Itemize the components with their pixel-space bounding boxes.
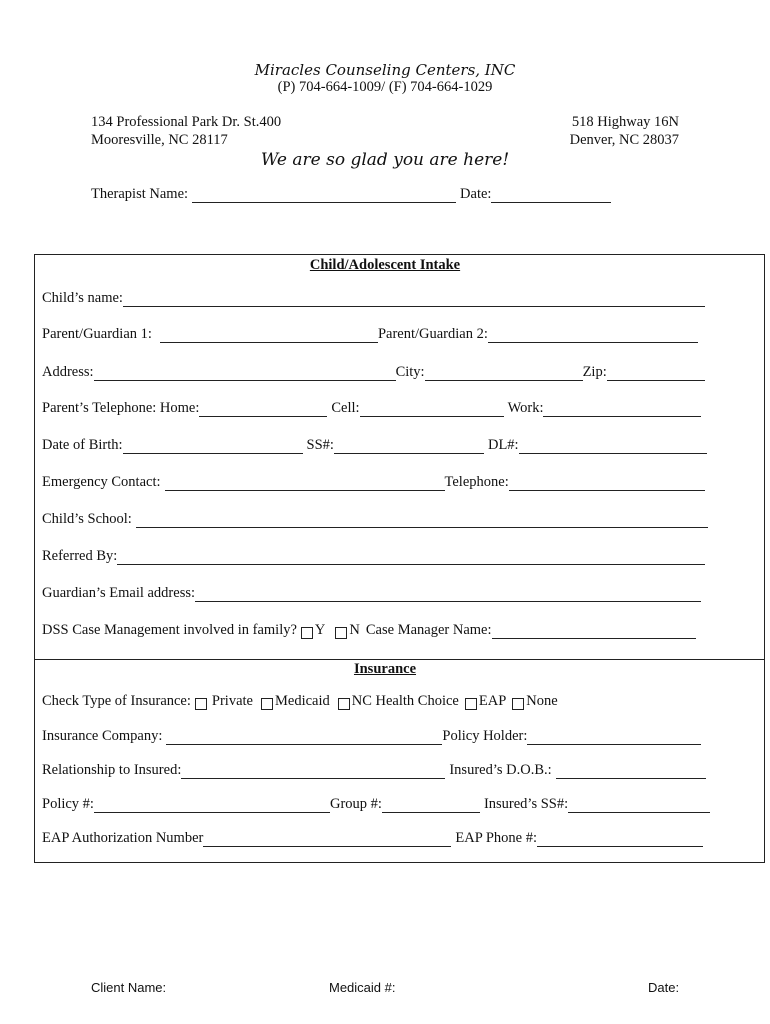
intake-title: Child/Adolescent Intake xyxy=(309,257,461,273)
insurance-company-label: Insurance Company: xyxy=(42,728,163,744)
parent1-label: Parent/Guardian 1: xyxy=(42,326,152,342)
school-field[interactable] xyxy=(136,513,708,528)
home-phone-label: Parent’s Telephone: Home: xyxy=(42,400,200,416)
eap-auth-label: EAP Authorization Number xyxy=(42,830,204,846)
none-checkbox[interactable] xyxy=(512,698,524,710)
footer-client-name: Client Name: xyxy=(91,980,167,995)
therapist-name-field[interactable] xyxy=(192,188,456,203)
footer-medicaid: Medicaid #: xyxy=(329,980,396,995)
childs-name-label: Child’s name: xyxy=(42,290,123,306)
address-left-line2: Mooresville, NC 28117 xyxy=(91,132,228,148)
insurance-company-field[interactable] xyxy=(166,730,442,745)
insured-dob-field[interactable] xyxy=(556,764,706,779)
dss-row xyxy=(42,622,696,639)
group-field[interactable] xyxy=(382,798,480,813)
work-label: Work: xyxy=(507,400,544,416)
email-row xyxy=(42,585,701,602)
parent-row xyxy=(42,326,698,343)
eap-auth-field[interactable] xyxy=(203,832,451,847)
emergency-phone-label: Telephone: xyxy=(444,474,509,490)
insured-ss-field[interactable] xyxy=(568,798,710,813)
childs-name-field[interactable] xyxy=(123,292,705,307)
private-checkbox[interactable] xyxy=(195,698,207,710)
address-row xyxy=(42,364,705,381)
email-label: Guardian’s Email address: xyxy=(42,585,196,601)
eap-label: EAP xyxy=(478,693,507,709)
referred-label: Referred By: xyxy=(42,548,118,564)
emergency-row xyxy=(42,474,705,491)
case-manager-label: Case Manager Name: xyxy=(365,622,492,638)
eap-phone-field[interactable] xyxy=(537,832,703,847)
group-label: Group #: xyxy=(329,796,382,812)
dl-field[interactable] xyxy=(519,439,707,454)
date-label: Date: xyxy=(460,186,492,202)
eap-phone-label: EAP Phone #: xyxy=(455,830,537,846)
policy-field[interactable] xyxy=(94,798,330,813)
dss-no-checkbox[interactable] xyxy=(335,627,347,639)
dss-label: DSS Case Management involved in family? xyxy=(42,622,297,638)
school-label: Child’s School: xyxy=(42,511,132,527)
dss-no-label: N xyxy=(349,622,360,638)
emergency-phone-field[interactable] xyxy=(509,476,705,491)
medicaid-checkbox[interactable] xyxy=(261,698,273,710)
cell-field[interactable] xyxy=(360,402,504,417)
phone-numbers: (P) 704-664-1009/ (F) 704-664-1029 xyxy=(277,79,493,95)
insured-ss-label: Insured’s SS#: xyxy=(483,796,569,812)
address-label: Address: xyxy=(42,364,94,380)
address-field[interactable] xyxy=(94,366,396,381)
parent1-field[interactable] xyxy=(160,328,378,343)
ss-field[interactable] xyxy=(334,439,484,454)
ss-label: SS#: xyxy=(306,437,334,453)
relationship-label: Relationship to Insured: xyxy=(42,762,182,778)
zip-label: Zip: xyxy=(582,364,607,380)
home-phone-field[interactable] xyxy=(199,402,327,417)
org-name: Miracles Counseling Centers, INC xyxy=(254,61,516,79)
address-right-line1: 518 Highway 16N xyxy=(571,114,679,130)
address-left-line1: 134 Professional Park Dr. St.400 xyxy=(91,114,282,130)
therapist-label: Therapist Name: xyxy=(91,186,189,202)
dob-field[interactable] xyxy=(123,439,303,454)
therapist-row xyxy=(91,186,611,203)
case-manager-field[interactable] xyxy=(492,624,696,639)
referred-row xyxy=(42,548,705,565)
school-row xyxy=(42,511,708,528)
footer-date: Date: xyxy=(648,980,680,995)
private-label: Private xyxy=(211,693,253,709)
insurance-title: Insurance xyxy=(353,661,417,677)
insured-dob-label: Insured’s D.O.B.: xyxy=(449,762,552,778)
nc-health-choice-checkbox[interactable] xyxy=(338,698,350,710)
policy-holder-label: Policy Holder: xyxy=(442,728,528,744)
date-field[interactable] xyxy=(491,188,611,203)
emergency-label: Emergency Contact: xyxy=(42,474,161,490)
childs-name-row xyxy=(42,290,705,307)
eap-row xyxy=(42,830,703,847)
relationship-row xyxy=(42,762,706,779)
work-field[interactable] xyxy=(543,402,701,417)
emergency-field[interactable] xyxy=(165,476,445,491)
dob-row xyxy=(42,437,707,454)
dob-label: Date of Birth: xyxy=(42,437,123,453)
city-label: City: xyxy=(395,364,425,380)
dss-yes-label: Y xyxy=(314,622,326,638)
city-field[interactable] xyxy=(425,366,583,381)
medicaid-label: Medicaid xyxy=(274,693,330,709)
dl-label: DL#: xyxy=(487,437,519,453)
dss-yes-checkbox[interactable] xyxy=(301,627,313,639)
eap-checkbox[interactable] xyxy=(465,698,477,710)
parent2-field[interactable] xyxy=(488,328,698,343)
email-field[interactable] xyxy=(195,587,701,602)
policy-label: Policy #: xyxy=(42,796,94,812)
none-label: None xyxy=(526,693,558,709)
insurance-company-row xyxy=(42,728,701,745)
nc-health-choice-label: NC Health Choice xyxy=(351,693,459,709)
zip-field[interactable] xyxy=(607,366,705,381)
tagline: We are so glad you are here! xyxy=(260,150,510,170)
address-right-line2: Denver, NC 28037 xyxy=(569,132,679,148)
insurance-type-row xyxy=(42,693,558,710)
insurance-type-label: Check Type of Insurance: xyxy=(42,693,191,709)
telephone-row xyxy=(42,400,701,417)
relationship-field[interactable] xyxy=(181,764,445,779)
policy-holder-field[interactable] xyxy=(527,730,701,745)
policy-row xyxy=(42,796,710,813)
parent2-label: Parent/Guardian 2: xyxy=(377,326,488,342)
referred-field[interactable] xyxy=(117,550,705,565)
cell-label: Cell: xyxy=(331,400,360,416)
